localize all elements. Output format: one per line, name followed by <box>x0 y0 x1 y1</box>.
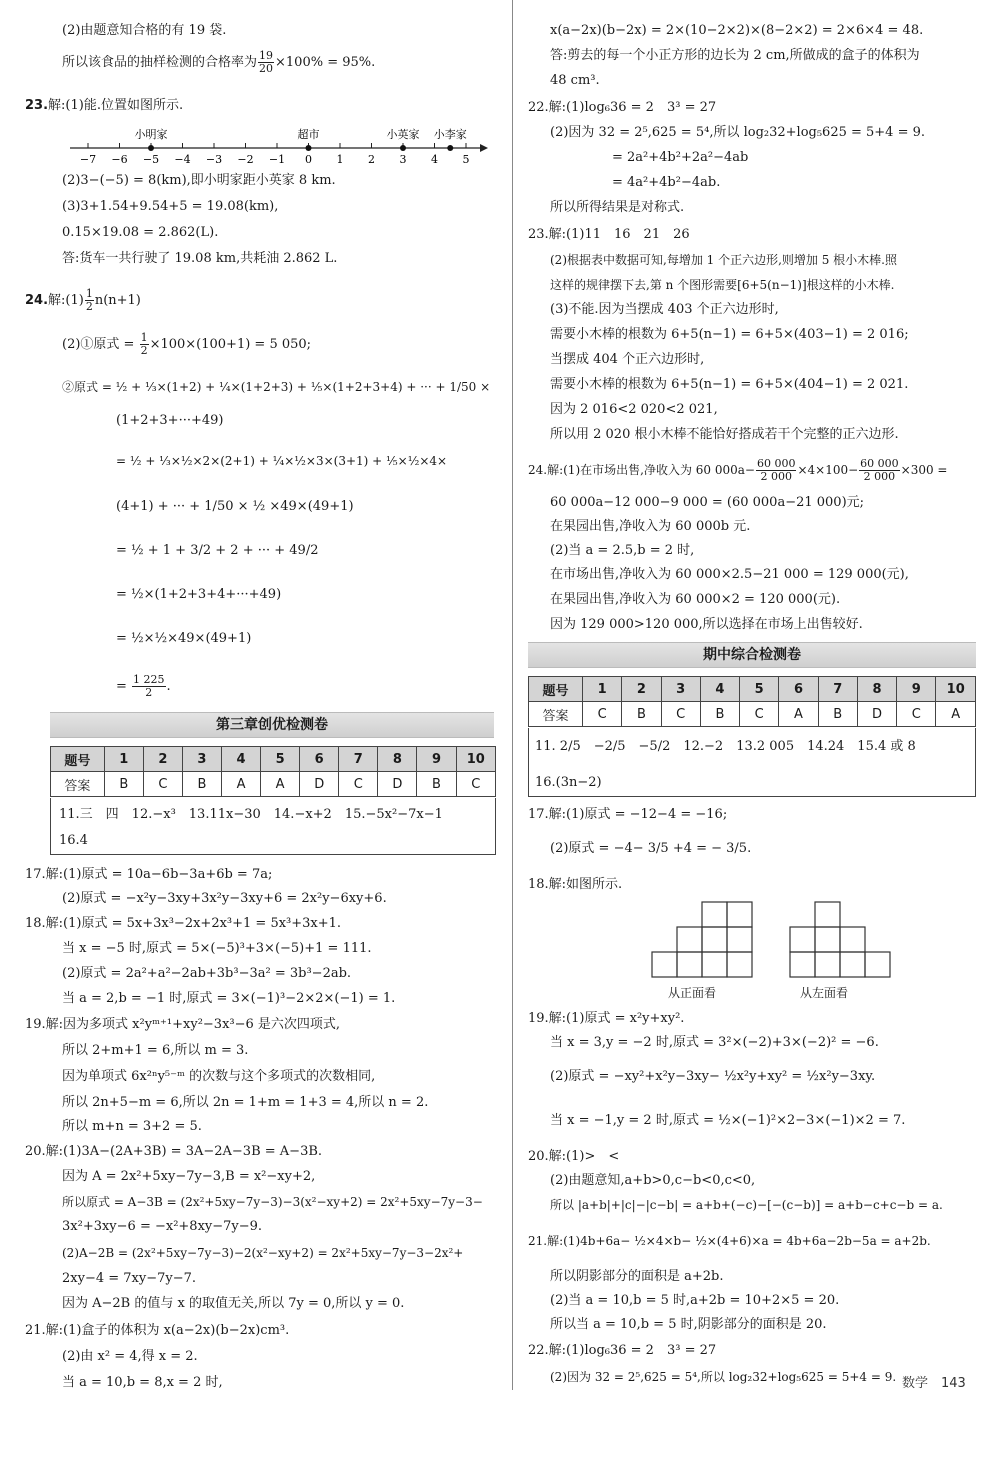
number-line-arrow <box>480 144 488 152</box>
table-cell: 8 <box>378 747 417 772</box>
table-cell: C <box>143 772 182 797</box>
q24-heading: 24.解:(1) $\frac{1}{2}$ n(n+1) <box>25 287 141 313</box>
number-line-point-label: 小李家 <box>433 128 467 141</box>
table-row-label: 题号 <box>51 747 105 772</box>
text-line: 24.解:(1)在市场出售,净收入为 60 000a− $\frac{60 000}{2 000}$ ×4×100− $\frac{60 000}{2 000}$ ×300 = <box>528 457 948 483</box>
table-cell: 9 <box>897 677 936 702</box>
text-line: = 4a²+4b²−4ab. <box>612 175 721 190</box>
text-line: 所以该食品的抽样检测的合格率为 $\frac{19}{20}$ ×100% = 95%. <box>62 49 376 75</box>
number-line-point-label: 小明家 <box>134 128 168 141</box>
text-line: 需要小木棒的根数为 6+5(n−1) = 6+5×(403−1) = 2 016; <box>550 327 909 342</box>
fill-in-answers-box <box>528 728 976 797</box>
text-line: 答:货车一共行驶了 19.08 km,共耗油 2.862 L. <box>62 251 338 266</box>
text-line: 所以 m+n = 3+2 = 5. <box>62 1119 202 1134</box>
text-line: 需要小木棒的根数为 6+5(n−1) = 6+5×(404−1) = 2 021. <box>550 377 909 392</box>
text-line: 因为 129 000>120 000,所以选择在市场上出售较好. <box>550 617 863 632</box>
table-cell: 8 <box>857 677 896 702</box>
table-cell: 9 <box>417 747 456 772</box>
table-cell: C <box>456 772 495 797</box>
table-cell: C <box>740 702 779 727</box>
text-line: = ½ + ⅓×½×2×(2+1) + ¼×½×3×(3+1) + ⅕×½×4× <box>116 454 448 468</box>
text-line: 所以 |a+b|+|c|−|c−b| = a+b+(−c)−[−(c−b)] = a+b−c+c−b = a. <box>550 1198 943 1212</box>
table-cell: 6 <box>779 677 818 702</box>
text-line: ②原式 = ½ + ⅓×(1+2) + ¼×(1+2+3) + ⅕×(1+2+3+4) + ··· + 1/50 × <box>62 380 491 394</box>
table-cell: D <box>857 702 896 727</box>
text-line: = ½×(1+2+3+4+···+49) <box>116 587 282 602</box>
text-line: (2)原式 = −x²y−3xy+3x²y−3xy+6 = 2x²y−6xy+6. <box>62 891 387 906</box>
table-cell: 1 <box>583 677 622 702</box>
fill-in-answers-box <box>50 798 496 855</box>
section-banner-chapter3: 第三章创优检测卷 <box>50 712 494 738</box>
table-cell: C <box>661 702 700 727</box>
table-cell: 4 <box>221 747 260 772</box>
table-cell: B <box>182 772 221 797</box>
fill-in-line: 11. 2/5 −2/5 −5/2 12.−2 13.2 005 14.24 15.4 或 8 <box>535 739 916 754</box>
text-line: 所以 2+m+1 = 6,所以 m = 3. <box>62 1043 249 1058</box>
table-cell: 5 <box>261 747 300 772</box>
table-cell: B <box>700 702 739 727</box>
text-line: 当 x = −1,y = 2 时,原式 = ½×(−1)²×2−3×(−1)×2 = 7. <box>550 1113 906 1128</box>
table-cell: B <box>818 702 857 727</box>
block-views-figure <box>648 898 898 980</box>
fraction: $\frac{60 000}{2 000}$ <box>756 457 796 483</box>
text-line: 22.解:(1)log₆36 = 2 3³ = 27 <box>528 100 717 115</box>
text-line: (3)3+1.54+9.54+5 = 19.08(km), <box>62 199 279 214</box>
text-line: 20.解:(1)3A−(2A+3B) = 3A−2A−3B = A−3B. <box>25 1144 323 1159</box>
table-cell: A <box>261 772 300 797</box>
text-line: 答:剪去的每一个小正方形的边长为 2 cm,所做成的盒子的体积为 <box>550 48 920 63</box>
text-line: 60 000a−12 000−9 000 = (60 000a−21 000)元; <box>550 495 865 510</box>
text-line: 当 a = 2,b = −1 时,原式 = 3×(−1)³−2×2×(−1) = 1. <box>62 991 396 1006</box>
text-line: 3x²+3xy−6 = −x²+8xy−7y−9. <box>62 1219 263 1234</box>
table-cell: 5 <box>740 677 779 702</box>
table-cell: C <box>339 772 378 797</box>
text-line: 当 x = 3,y = −2 时,原式 = 3²×(−2)+3×(−2)² = −6. <box>550 1035 879 1050</box>
text-line: = ½ + 1 + 3/2 + 2 + ··· + 49/2 <box>116 543 319 558</box>
text-line: (2)由题意知,a+b>0,c−b<0,c<0, <box>550 1173 756 1188</box>
text-line: 21.解:(1)4b+6a− ½×4×b− ½×(4+6)×a = 4b+6a−2b−5a = a+2b. <box>528 1234 931 1248</box>
table-answer-row <box>51 772 496 797</box>
text-line: 0.15×19.08 = 2.862(L). <box>62 225 219 240</box>
text-line: 在果园出售,净收入为 60 000b 元. <box>550 519 751 534</box>
text-line: (1+2+3+···+49) <box>116 413 224 428</box>
fraction: $\frac{60 000}{2 000}$ <box>860 457 899 483</box>
fraction: $\frac{1}{2}$ <box>140 331 148 357</box>
text-line: (3)不能.因为当摆成 403 个正六边形时, <box>550 302 779 317</box>
table-cell: 2 <box>143 747 182 772</box>
number-line-tick-label: 0 <box>305 153 312 166</box>
table-cell: D <box>300 772 339 797</box>
text-line: 20.解:(1)> < <box>528 1149 620 1164</box>
text-line: 所以所得结果是对称式. <box>550 200 685 215</box>
text-line: 19.解:(1)原式 = x²y+xy². <box>528 1011 685 1026</box>
text-line: 因为 A = 2x²+5xy−7y−3,B = x²−xy+2, <box>62 1169 316 1184</box>
text-line: = ½×½×49×(49+1) <box>116 631 252 646</box>
text-line: 在果园出售,净收入为 60 000×2 = 120 000(元). <box>550 592 841 607</box>
answer-key-table-midterm <box>528 676 976 727</box>
number-line-point-label: 超市 <box>297 128 320 141</box>
text-line: 22.解:(1)log₆36 = 2 3³ = 27 <box>528 1343 717 1358</box>
number-line-tick-label: 4 <box>431 153 438 166</box>
text-line: 23.解:(1)11 16 21 26 <box>528 227 690 242</box>
fraction: $\frac{1}{2}$ <box>85 287 93 313</box>
number-line-tick-label: −2 <box>237 153 254 166</box>
fraction: $\frac{1 225}{2}$ <box>133 673 165 699</box>
number-line-tick-label: −3 <box>205 153 223 166</box>
text-line: 18.解:如图所示. <box>528 877 623 892</box>
text-line: 21.解:(1)盒子的体积为 x(a−2x)(b−2x)cm³. <box>25 1323 290 1338</box>
text-line: 当 a = 10,b = 8,x = 2 时, <box>62 1375 223 1390</box>
text-line: 17.解:(1)原式 = −12−4 = −16; <box>528 807 728 822</box>
text-line: 这样的规律摆下去,第 n 个图形需要[6+5(n−1)]根这样的小木棒. <box>550 278 895 292</box>
number-line-tick-label: −1 <box>268 153 286 166</box>
table-cell: A <box>221 772 260 797</box>
text-line: (4+1) + ··· + 1/50 × ½ ×49×(49+1) <box>116 499 354 514</box>
table-row-label: 答案 <box>529 702 583 727</box>
table-row-label: 题号 <box>529 677 583 702</box>
page-footer: 数学 143 <box>902 1376 966 1391</box>
text-line: (2)A−2B = (2x²+5xy−7y−3)−2(x²−xy+2) = 2x²+5xy−7y−3−2x²+ <box>62 1246 464 1260</box>
figure-caption-left: 从左面看 <box>800 986 849 1000</box>
number-line-tick-label: 5 <box>462 153 470 166</box>
number-line-tick-label: −6 <box>111 153 128 166</box>
text-line: 所以当 a = 10,b = 5 时,阴影部分的面积是 20. <box>550 1317 827 1332</box>
table-cell: B <box>104 772 143 797</box>
number-line-point <box>447 145 453 151</box>
table-cell: B <box>417 772 456 797</box>
number-line-figure <box>70 118 490 168</box>
table-cell: 10 <box>456 747 495 772</box>
text-line: 所以原式 = A−3B = (2x²+5xy−7y−3)−3(x²−xy+2) = 2x²+5xy−7y−3− <box>62 1195 483 1209</box>
table-header-row <box>529 677 976 702</box>
table-cell: 2 <box>622 677 661 702</box>
text-line: 当摆成 404 个正六边形时, <box>550 352 705 367</box>
text-line: 所以用 2 020 根小木棒不能恰好搭成若干个完整的正六边形. <box>550 427 899 442</box>
table-cell: C <box>583 702 622 727</box>
figure-caption-front: 从正面看 <box>668 986 717 1000</box>
text-line: (2)原式 = −4− 3/5 +4 = − 3/5. <box>550 841 752 856</box>
number-line-tick-label: 2 <box>368 153 375 166</box>
table-cell: 1 <box>104 747 143 772</box>
text-line: 18.解:(1)原式 = 5x+3x³−2x+2x³+1 = 5x³+3x+1. <box>25 916 342 931</box>
table-cell: 7 <box>339 747 378 772</box>
table-cell: 7 <box>818 677 857 702</box>
text-line: 所以阴影部分的面积是 a+2b. <box>550 1269 724 1284</box>
table-cell: 3 <box>661 677 700 702</box>
table-cell: 6 <box>300 747 339 772</box>
text-line: (2)3−(−5) = 8(km),即小明家距小英家 8 km. <box>62 173 336 188</box>
text-line: 在市场出售,净收入为 60 000×2.5−21 000 = 129 000(元), <box>550 567 909 582</box>
text-line: 因为 A−2B 的值与 x 的取值无关,所以 7y = 0,所以 y = 0. <box>62 1296 405 1311</box>
text-line: 19.解:因为多项式 x²yᵐ⁺¹+xy²−3x³−6 是六次四项式, <box>25 1017 341 1032</box>
text-line: 所以 2n+5−m = 6,所以 2n = 1+m = 1+3 = 4,所以 n = 2. <box>62 1095 429 1110</box>
table-cell: 3 <box>182 747 221 772</box>
text-line: 因为单项式 6x²ⁿy⁵⁻ᵐ 的次数与这个多项式的次数相同, <box>62 1069 376 1084</box>
text-line: (2)原式 = −xy²+x²y−3xy− ½x²y+xy² = ½x²y−3xy. <box>550 1069 876 1084</box>
number-line-point <box>148 145 154 151</box>
section-banner-midterm: 期中综合检测卷 <box>528 642 976 668</box>
text-line: 17.解:(1)原式 = 10a−6b−3a+6b = 7a; <box>25 867 273 882</box>
text-line: = 2a²+4b²+2a²−4ab <box>612 150 749 165</box>
number-line-tick-label: −5 <box>142 153 160 166</box>
text-line: x(a−2x)(b−2x) = 2×(10−2×2)×(8−2×2) = 2×6×4 = 48. <box>550 23 924 38</box>
table-cell: B <box>622 702 661 727</box>
text-line: 2xy−4 = 7xy−7y−7. <box>62 1271 197 1286</box>
answer-key-table-chapter3 <box>50 746 496 797</box>
text-line: (2)当 a = 10,b = 5 时,a+2b = 10+2×5 = 20. <box>550 1293 840 1308</box>
table-cell: C <box>897 702 936 727</box>
text-line: 48 cm³. <box>550 73 600 88</box>
text-line: (2)根据表中数据可知,每增加 1 个正六边形,则增加 5 根小木棒.照 <box>550 253 897 267</box>
text-line: (2)由 x² = 4,得 x = 2. <box>62 1349 198 1364</box>
text-line: (2)当 a = 2.5,b = 2 时, <box>550 543 695 558</box>
number-line-tick-label: −7 <box>79 153 97 166</box>
number-line-tick-label: 3 <box>399 153 407 166</box>
text-line: = $\frac{1 225}{2}$ . <box>116 673 171 699</box>
number-line-point <box>306 145 312 151</box>
table-cell: 10 <box>936 677 976 702</box>
text-line: (2)①原式 = $\frac{1}{2}$ ×100×(100+1) = 5 050; <box>62 331 312 357</box>
number-line-point-label: 小英家 <box>386 128 420 141</box>
q23-heading: 23.解:(1)能.位置如图所示. <box>25 98 184 113</box>
number-line-tick-label: −4 <box>174 153 191 166</box>
table-row-label: 答案 <box>51 772 105 797</box>
number-line-point <box>400 145 406 151</box>
table-cell: A <box>779 702 818 727</box>
text-line: (2)原式 = 2a²+a²−2ab+3b³−3a² = 3b³−2ab. <box>62 966 352 981</box>
table-cell: 4 <box>700 677 739 702</box>
text-line: (2)由题意知合格的有 19 袋. <box>62 23 227 38</box>
fill-in-line: 11.三 四 12.−x³ 13.11x−30 14.−x+2 15.−5x²−7x−1 <box>59 807 443 822</box>
number-line-tick-label: 1 <box>336 153 344 166</box>
fill-in-line: 16.(3n−2) <box>535 775 602 790</box>
table-cell: A <box>936 702 976 727</box>
text-line: (2)因为 32 = 2⁵,625 = 5⁴,所以 log₂32+log₅625 = 5+4 = 9. <box>550 125 926 140</box>
table-answer-row <box>529 702 976 727</box>
table-header-row <box>51 747 496 772</box>
text-line: (2)因为 32 = 2⁵,625 = 5⁴,所以 log₂32+log₅625 = 5+4 = 9. <box>550 1370 897 1384</box>
text-line: 当 x = −5 时,原式 = 5×(−5)³+3×(−5)+1 = 111. <box>62 941 372 956</box>
column-divider <box>512 0 513 1390</box>
text-line: 因为 2 016<2 020<2 021, <box>550 402 718 417</box>
table-cell: D <box>378 772 417 797</box>
fraction: $\frac{19}{20}$ <box>259 49 274 75</box>
fill-in-line: 16.4 <box>59 833 88 848</box>
